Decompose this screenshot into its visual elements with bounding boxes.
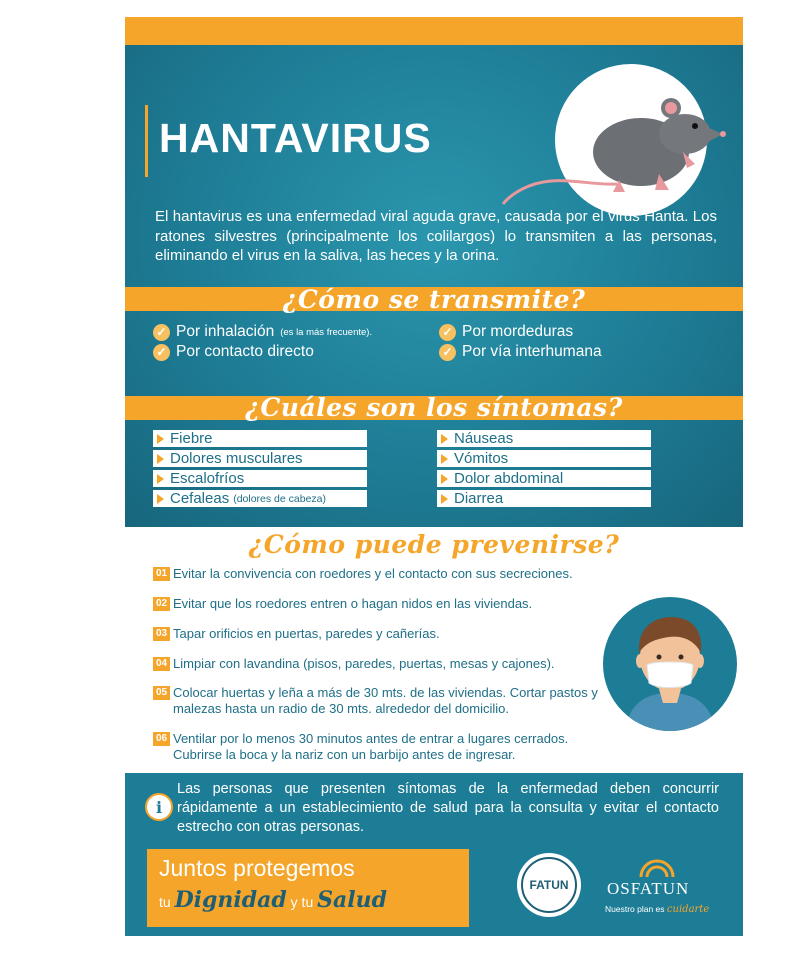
rat-icon	[499, 64, 731, 216]
triangle-bullet-icon	[157, 494, 164, 504]
page-title: HANTAVIRUS	[159, 115, 432, 161]
slogan-word: y tu	[290, 894, 314, 910]
title-accent-bar	[145, 105, 148, 177]
slogan-salud: Salud	[317, 887, 388, 913]
symptom-item	[153, 470, 367, 487]
symptom-item	[437, 490, 651, 507]
symptom-item	[437, 450, 651, 467]
triangle-bullet-icon	[441, 474, 448, 484]
transmission-item	[153, 343, 314, 361]
prevention-item	[153, 626, 593, 642]
prevention-text: Limpiar con lavandina (pisos, paredes, puertas, mesas y cajones).	[173, 656, 555, 671]
info-icon: i	[145, 793, 173, 821]
transmission-item	[439, 343, 602, 361]
prevention-text: Evitar la convivencia con roedores y el contacto con sus secreciones.	[173, 566, 573, 581]
prevention-item	[153, 685, 603, 717]
osfatun-tagline	[605, 904, 709, 915]
transmission-item-label: Por vía interhumana	[462, 343, 602, 360]
osfatun-tagline-text: Nuestro plan es	[605, 904, 665, 914]
transmission-item-label: Por contacto directo	[176, 343, 314, 360]
symptom-note: (dolores de cabeza)	[233, 492, 327, 505]
prevention-item	[153, 731, 603, 763]
transmission-item-note: (es la más frecuente).	[280, 326, 373, 338]
symptom-label: Diarrea	[454, 490, 504, 507]
masked-person-icon	[603, 597, 737, 731]
symptom-item	[437, 430, 651, 447]
symptom-item	[153, 430, 367, 447]
prevention-item	[153, 656, 603, 672]
symptom-label: Vómitos	[454, 450, 509, 467]
triangle-bullet-icon	[157, 434, 164, 444]
prevention-heading: ¿Cómo puede prevenirse?	[248, 530, 620, 559]
check-icon: ✓	[439, 344, 456, 361]
transmission-item	[439, 323, 573, 341]
step-number: 05	[153, 686, 170, 700]
hantavirus-poster	[125, 17, 743, 936]
step-number: 01	[153, 567, 170, 581]
symptom-item	[437, 470, 651, 487]
prevention-text: Tapar orificios en puertas, paredes y cañerías.	[173, 626, 440, 641]
intro-paragraph: El hantavirus es una enfermedad viral aguda grave, causada por el virus Hanta. Los ratones silvestres (principalmente los colilargos) lo transmiten a las personas, eliminando el virus en la saliva, las heces y la orina.	[155, 208, 717, 264]
check-icon: ✓	[439, 324, 456, 341]
triangle-bullet-icon	[441, 494, 448, 504]
osfatun-arc-icon	[637, 857, 677, 877]
slogan-word: tu	[159, 894, 171, 910]
masked-person-illustration	[603, 597, 737, 731]
symptoms-heading: ¿Cuáles son los síntomas?	[245, 393, 623, 422]
step-number: 02	[153, 597, 170, 611]
fatun-logo-text: FATUN	[521, 857, 577, 913]
step-number: 03	[153, 627, 170, 641]
slogan-dignidad: Dignidad	[174, 887, 287, 913]
symptom-item	[153, 450, 367, 467]
transmission-item-label: Por inhalación	[176, 323, 275, 340]
step-number: 04	[153, 657, 170, 671]
check-icon: ✓	[153, 344, 170, 361]
symptom-label: Escalofríos	[170, 470, 245, 487]
symptom-label: Náuseas	[454, 430, 514, 447]
check-icon: ✓	[153, 324, 170, 341]
prevention-text: Evitar que los roedores entren o hagan nidos en las viviendas.	[173, 596, 533, 611]
fatun-logo	[517, 853, 581, 917]
prevention-item	[153, 566, 613, 582]
triangle-bullet-icon	[157, 454, 164, 464]
triangle-bullet-icon	[441, 454, 448, 464]
symptom-label: Dolor abdominal	[454, 470, 564, 487]
symptom-label: Fiebre	[170, 430, 213, 447]
info-text: Las personas que presenten síntomas de la enfermedad deben concurrir rápidamente a un establecimiento de salud para la consulta y evitar el contacto estrecho con otras personas.	[177, 781, 719, 835]
symptom-label: Dolores musculares	[170, 450, 303, 467]
top-orange-band	[125, 17, 743, 45]
prevention-text: Ventilar por lo menos 30 minutos antes de entrar a lugares cerrados. Cubrirse la boca y la nariz con un barbijo antes de ingresar.	[173, 731, 569, 762]
symptom-label: Cefaleas	[170, 490, 230, 507]
slogan-line2	[159, 887, 387, 913]
transmission-item	[153, 323, 372, 341]
triangle-bullet-icon	[441, 434, 448, 444]
transmission-item-label: Por mordeduras	[462, 323, 574, 340]
slogan-box	[147, 849, 469, 927]
prevention-text: Colocar huertas y leña a más de 30 mts. de las viviendas. Cortar pastos y malezas hasta un radio de 30 mts. alrededor del domicilio.	[173, 685, 598, 716]
symptom-item	[153, 490, 367, 507]
transmission-heading: ¿Cómo se transmite?	[282, 285, 586, 314]
osfatun-name: OSFATUN	[607, 879, 690, 898]
triangle-bullet-icon	[157, 474, 164, 484]
slogan-line1: Juntos protegemos	[159, 855, 355, 881]
rat-illustration	[555, 64, 707, 216]
step-number: 06	[153, 732, 170, 746]
prevention-item	[153, 596, 613, 612]
osfatun-tagline-word: cuidarte	[666, 904, 710, 915]
